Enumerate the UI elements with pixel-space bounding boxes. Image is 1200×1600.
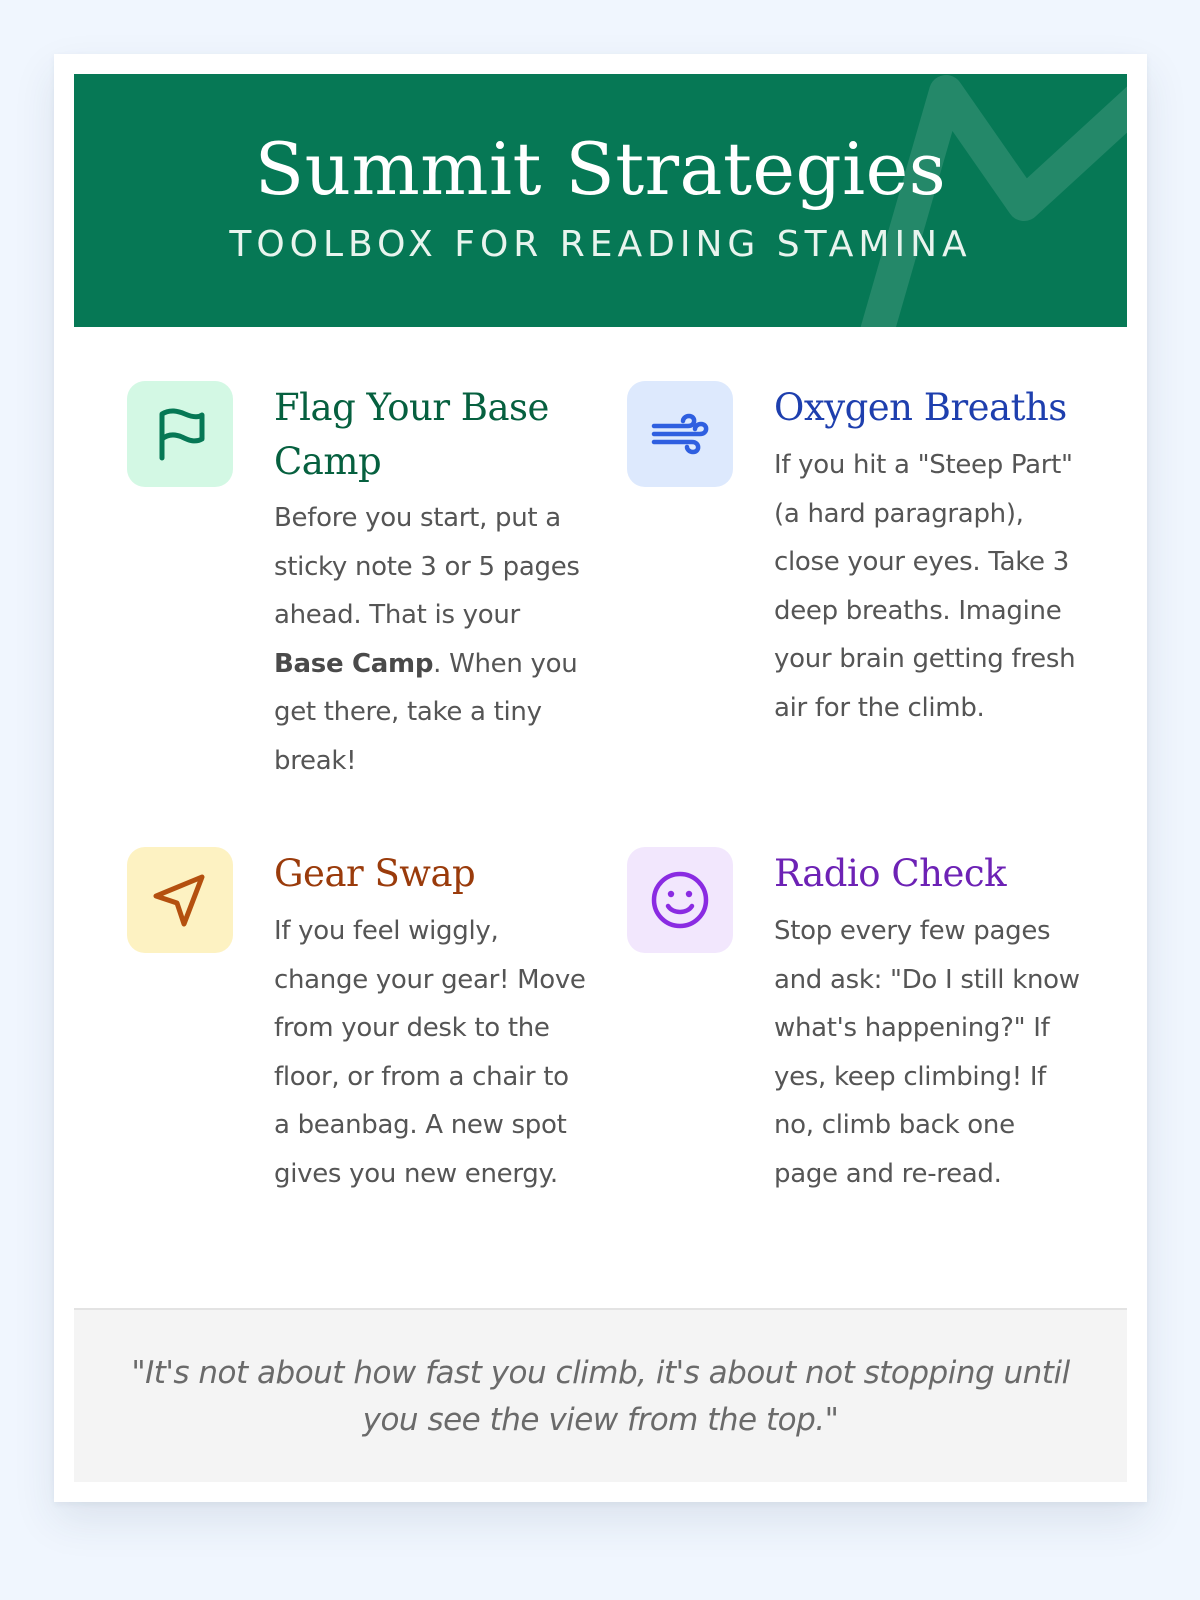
motivational-quote: "It's not about how fast you climb, it's about not stopping until you see the view from the top."	[131, 1355, 1070, 1438]
tip-title: Radio Check	[774, 852, 1007, 895]
tip-body-text: . When you get there, take a tiny break!	[274, 648, 578, 776]
tip-body: If you feel wiggly, change your gear! Move from your desk to the floor, or from a chair to a beanbag. A new spot gives you new energy.	[274, 916, 586, 1189]
strategy-card	[54, 54, 1147, 1502]
navigation-arrow-icon	[127, 847, 233, 953]
tip-body-text: Before you start, put a sticky note 3 or 5 pages ahead. That is your	[274, 503, 580, 630]
smile-icon	[627, 847, 733, 953]
tip-title: Oxygen Breaths	[774, 386, 1067, 429]
page-subtitle: TOOLBOX FOR READING STAMINA	[229, 224, 972, 265]
tip-gear-swap	[127, 847, 587, 1267]
tip-body-bold: Base Camp	[274, 648, 434, 679]
tip-body: If you hit a "Steep Part" (a hard paragraph), close your eyes. Take 3 deep breaths. Imagine your brain getting fresh air for the climb.	[774, 450, 1076, 723]
tip-flag-base-camp	[127, 381, 587, 801]
tip-radio-check	[627, 847, 1087, 1267]
flag-icon	[127, 381, 233, 487]
page-title: Summit Strategies	[254, 127, 947, 211]
tip-title: Flag Your Base Camp	[274, 386, 549, 483]
quote-footer	[74, 1308, 1127, 1482]
tip-title: Gear Swap	[274, 852, 476, 895]
tip-body: Stop every few pages and ask: "Do I still know what's happening?" If yes, keep climbing! If no, climb back one page and re-read.	[774, 916, 1080, 1189]
header-banner	[74, 74, 1127, 327]
tip-oxygen-breaths	[627, 381, 1087, 801]
tip-body	[274, 494, 586, 785]
wind-icon	[627, 381, 733, 487]
